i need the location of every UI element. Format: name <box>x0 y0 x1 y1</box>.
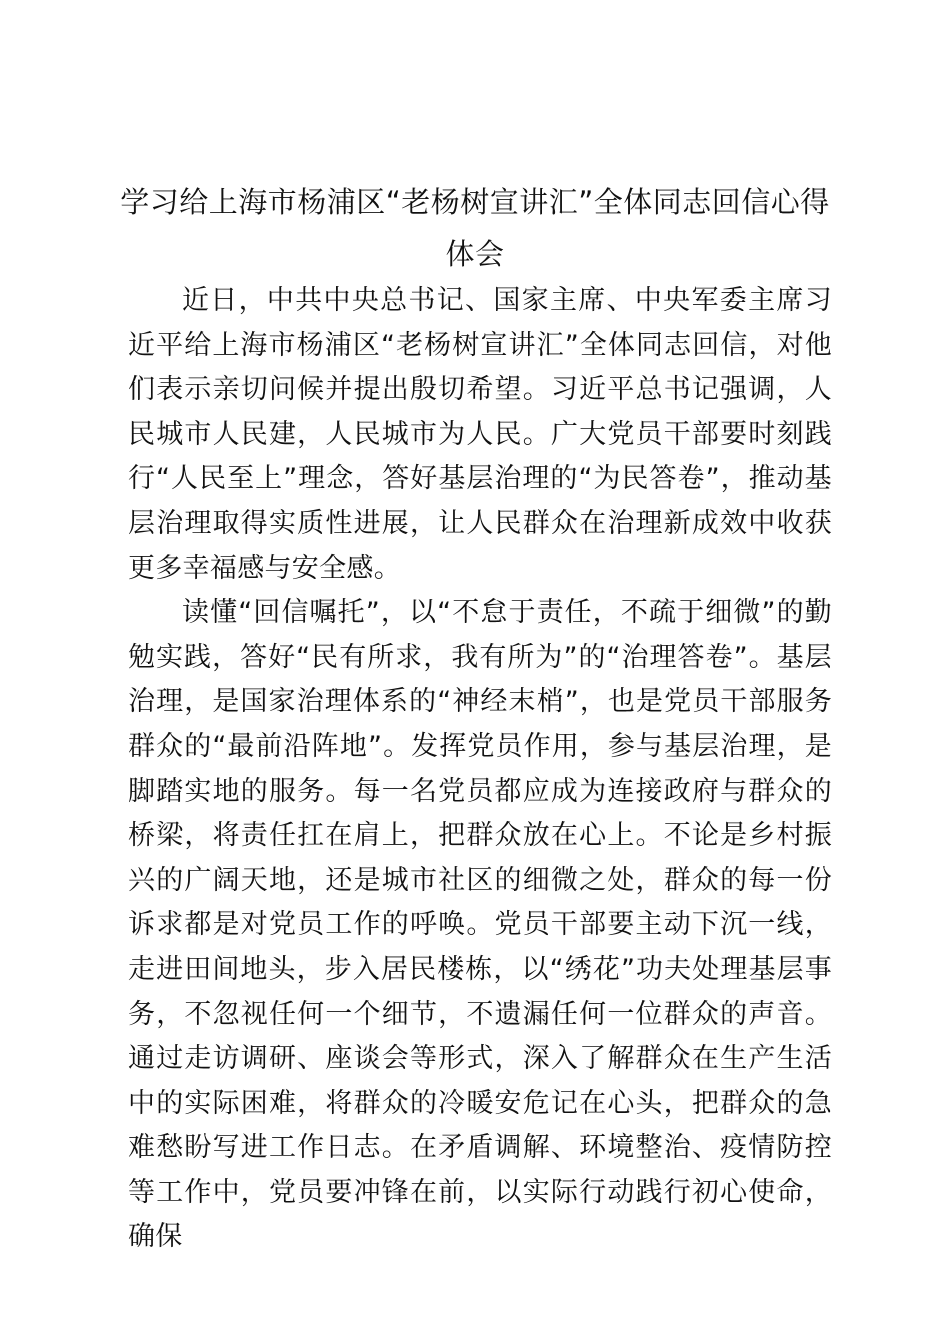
document-body <box>128 279 832 1260</box>
paragraph-intro: 近日，中共中央总书记、国家主席、中央军委主席习近平给上海市杨浦区“老杨树宣讲汇”全体同志回信，对他们表示亲切问候并提出殷切希望。习近平总书记强调，人民城市人民建，人民城市为人民。广大党员干部要时刻践行“人民至上”理念，答好基层治理的“为民答卷”，推动基层治理取得实质性进展，让人民群众在治理新成效中收获更多幸福感与安全感。 <box>128 285 832 584</box>
paragraph-practice: 读懂“回信嘱托”，以“不怠于责任，不疏于细微”的勤勉实践，答好“民有所求，我有所为”的“治理答卷”。基层治理，是国家治理体系的“神经末梢”，也是党员干部服务群众的“最前沿阵地”。发挥党员作用，参与基层治理，是脚踏实地的服务。每一名党员都应成为连接政府与群众的桥梁，将责任扛在肩上，把群众放在心上。不论是乡村振兴的广阔天地，还是城市社区的细微之处，群众的每一份诉求都是对党员工作的呼唤。党员干部要主动下沉一线，走进田间地头，步入居民楼栋，以“绣花”功夫处理基层事务，不忽视任何一个细节，不遗漏任何一位群众的声音。通过走访调研、座谈会等形式，深入了解群众在生产生活中的实际困难，将群众的冷暖安危记在心头，把群众的急难愁盼写进工作日志。在矛盾调解、环境整治、疫情防控等工作中，党员要冲锋在前，以实际行动践行初心使命，确保 <box>128 597 832 1253</box>
document-title: 学习给上海市杨浦区“老杨树宣讲汇”全体同志回信心得体会 <box>120 185 830 271</box>
